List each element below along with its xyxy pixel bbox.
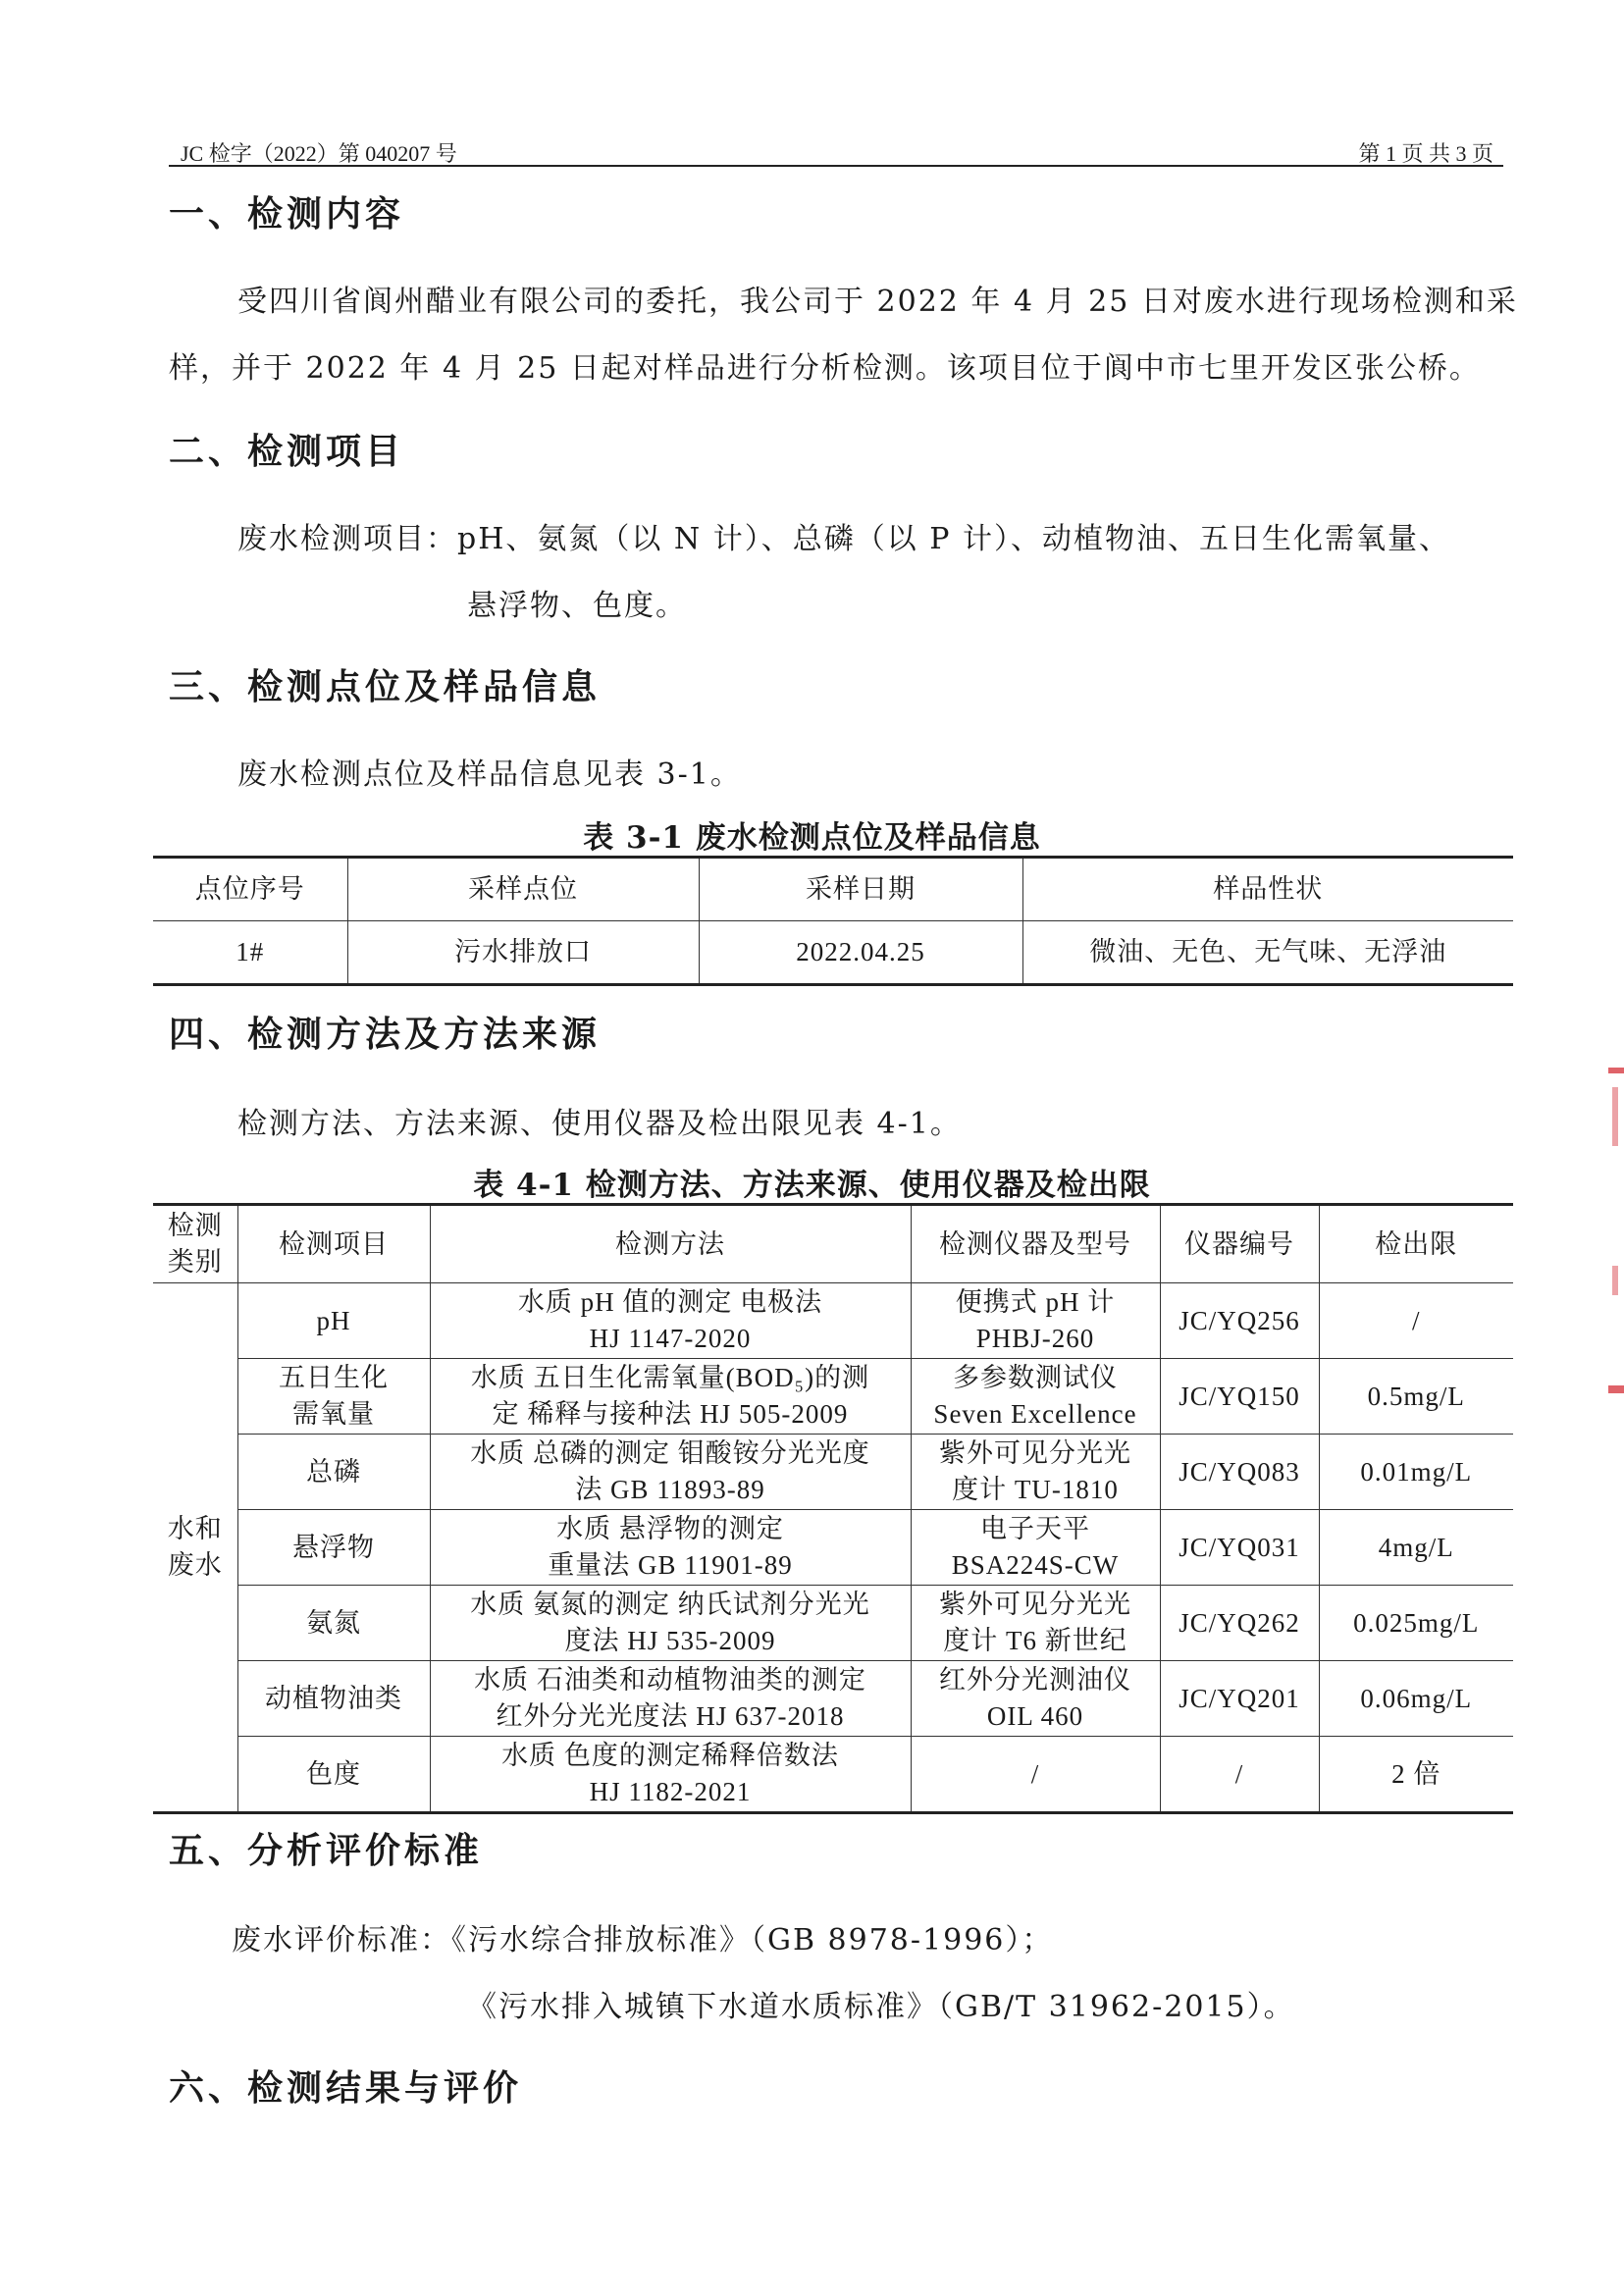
cell-detection-limit: 0.5mg/L [1319,1359,1513,1435]
cell-item: 悬浮物 [237,1510,430,1586]
cell-point-no: 1# [153,921,347,985]
seal-edge-mark [1608,1068,1624,1073]
col-header-sampling-point: 采样点位 [347,858,699,921]
seal-edge-mark [1608,1385,1624,1393]
section-3-title: 三、检测点位及样品信息 [169,666,602,707]
col-header-item: 检测项目 [237,1205,430,1283]
cell-instrument-code: JC/YQ201 [1160,1661,1319,1737]
col-header-detection-limit: 检出限 [1319,1205,1513,1283]
table-row [153,921,1513,985]
section-1-title: 一、检测内容 [169,193,405,235]
cell-method: 水质 氨氮的测定 纳氏试剂分光光 度法 HJ 535-2009 [430,1586,911,1661]
cell-instrument: 便携式 pH 计 PHBJ-260 [911,1283,1160,1359]
cell-instrument-code: JC/YQ031 [1160,1510,1319,1586]
seal-edge-mark [1612,1266,1618,1295]
section-2-line-2: 悬浮物、色度。 [467,589,687,623]
section-1-line-2: 样，并于 2022 年 4 月 25 日起对样品进行分析检测。该项目位于阆中市七里开发区张公桥。 [169,351,1481,386]
cell-detection-limit: / [1319,1283,1513,1359]
page-header [169,135,1503,167]
table-row [153,1510,1513,1586]
cell-item: 五日生化需氧量 [237,1359,430,1435]
table-row [153,1283,1513,1359]
cell-item: pH [237,1283,430,1359]
section-3-text: 废水检测点位及样品信息见表 3-1。 [237,757,742,792]
cell-category: 水和废水 [153,1283,237,1813]
page-number: 第 1 页 共 3 页 [1358,141,1493,166]
cell-detection-limit: 0.025mg/L [1319,1586,1513,1661]
col-header-point-no: 点位序号 [153,858,347,921]
table-header-row [153,1205,1513,1283]
cell-instrument-code: JC/YQ262 [1160,1586,1319,1661]
seal-edge-mark [1612,1087,1618,1146]
cell-detection-limit: 0.06mg/L [1319,1661,1513,1737]
col-header-category: 检测类别 [153,1205,237,1283]
cell-instrument: / [911,1737,1160,1813]
section-5-title: 五、分析评价标准 [169,1830,484,1871]
cell-instrument-code: JC/YQ150 [1160,1359,1319,1435]
cell-sampling-point: 污水排放口 [347,921,699,985]
cell-instrument: 多参数测试仪 Seven Excellence [911,1359,1160,1435]
cell-item: 总磷 [237,1435,430,1510]
table-row [153,1435,1513,1510]
cell-method: 水质 五日生化需氧量(BOD₅)的测 定 稀释与接种法 HJ 505-2009 [430,1359,911,1435]
sample-info-table [153,856,1513,986]
cell-method: 水质 石油类和动植物油类的测定 红外分光光度法 HJ 637-2018 [430,1661,911,1737]
cell-method: 水质 pH 值的测定 电极法 HJ 1147-2020 [430,1283,911,1359]
cell-instrument-code: JC/YQ256 [1160,1283,1319,1359]
section-5-line-1: 废水评价标准：《污水综合排放标准》（GB 8978-1996）； [232,1923,1054,1957]
cell-item: 动植物油类 [237,1661,430,1737]
section-4-title: 四、检测方法及方法来源 [169,1014,602,1055]
cell-instrument: 红外分光测油仪 OIL 460 [911,1661,1160,1737]
cell-method: 水质 总磷的测定 钼酸铵分光光度 法 GB 11893-89 [430,1435,911,1510]
cell-method: 水质 悬浮物的测定 重量法 GB 11901-89 [430,1510,911,1586]
table-row [153,1586,1513,1661]
section-5-line-2: 《污水排入城镇下水道水质标准》（GB/T 31962-2015）。 [467,1990,1295,2024]
col-header-instrument-code: 仪器编号 [1160,1205,1319,1283]
section-1-line-1: 受四川省阆州醋业有限公司的委托，我公司于 2022 年 4 月 25 日对废水进行现场检测和采 [237,285,1518,319]
cell-sample-property: 微油、无色、无气味、无浮油 [1022,921,1513,985]
report-number: JC 检字（2022）第 040207 号 [181,141,457,166]
cell-instrument-code: JC/YQ083 [1160,1435,1319,1510]
cell-detection-limit: 4mg/L [1319,1510,1513,1586]
cell-detection-limit: 0.01mg/L [1319,1435,1513,1510]
cell-instrument: 电子天平 BSA224S-CW [911,1510,1160,1586]
cell-instrument: 紫外可见分光光 度计 T6 新世纪 [911,1586,1160,1661]
cell-sampling-date: 2022.04.25 [699,921,1022,985]
col-header-sampling-date: 采样日期 [699,858,1022,921]
table-row [153,1359,1513,1435]
table-3-1-caption: 表 3-1 废水检测点位及样品信息 [583,820,1041,856]
section-4-text: 检测方法、方法来源、使用仪器及检出限见表 4-1。 [237,1107,962,1141]
col-header-method: 检测方法 [430,1205,911,1283]
cell-instrument: 紫外可见分光光 度计 TU-1810 [911,1435,1160,1510]
method-table [153,1203,1513,1814]
table-4-1-caption: 表 4-1 检测方法、方法来源、使用仪器及检出限 [473,1168,1151,1203]
col-header-instrument: 检测仪器及型号 [911,1205,1160,1283]
table-row [153,1737,1513,1813]
table-header-row [153,858,1513,921]
table-row [153,1661,1513,1737]
section-6-title: 六、检测结果与评价 [169,2067,523,2109]
cell-method: 水质 色度的测定稀释倍数法 HJ 1182-2021 [430,1737,911,1813]
cell-item: 氨氮 [237,1586,430,1661]
cell-instrument-code: / [1160,1737,1319,1813]
section-2-line-1: 废水检测项目：pH、氨氮（以 N 计）、总磷（以 P 计）、动植物油、五日生化需氧量、 [237,522,1450,556]
col-header-sample-property: 样品性状 [1022,858,1513,921]
cell-item: 色度 [237,1737,430,1813]
section-2-title: 二、检测项目 [169,431,405,472]
cell-detection-limit: 2 倍 [1319,1737,1513,1813]
